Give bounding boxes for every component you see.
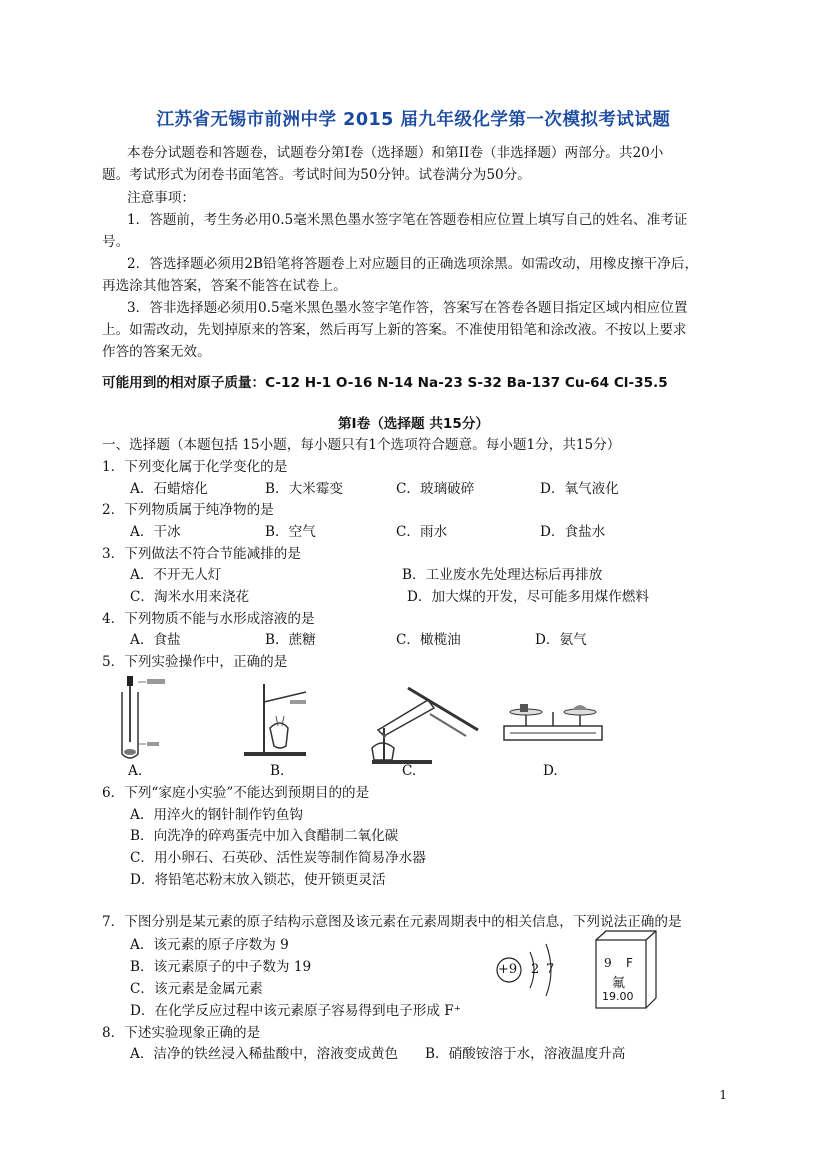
option-a: A．该元素的原子序数为 9	[130, 937, 289, 953]
notice-item: 2．答选择题必须用2B铅笔将答题卷上对应题目的正确选项涂黑。如需改动，用橡皮擦干净后，	[127, 256, 699, 272]
atomic-masses: 可能用到的相对原子质量：C-12 H-1 O-16 N-14 Na-23 S-32 Ba-137 Cu-64 Cl-35.5	[102, 375, 668, 391]
notice-item: 号。	[102, 234, 130, 250]
page-title: 江苏省无锡市前洲中学 2015 届九年级化学第一次模拟考试试题	[156, 110, 671, 130]
question-stem: 3．下列做法不符合节能减排的是	[102, 546, 301, 562]
question-stem: 7．下图分别是某元素的原子结构示意图及该元素在元素周期表中的相关信息，下列说法正确的是	[102, 914, 682, 930]
shell-electrons: 7	[546, 962, 555, 977]
nucleus-charge: +9	[498, 962, 518, 977]
question-stem: 1．下列变化属于化学变化的是	[102, 459, 288, 475]
option-b: B．工业废水先处理达标后再排放	[402, 567, 603, 583]
option-c: C．玻璃破碎	[396, 481, 475, 497]
option-c: C．橄榄油	[396, 632, 461, 648]
notice-item: 1．答题前，考生务必用0.5毫米黑色墨水签字笔在答题卷相应位置上填写自己的姓名、准考证	[127, 212, 688, 228]
question-stem: 2．下列物质属于纯净物的是	[102, 502, 274, 518]
option-b: B．大米霉变	[265, 481, 343, 497]
notice-item: 3．答非选择题必须用0.5毫米黑色墨水签字笔作答，答案写在答卷各题目指定区域内相应位置	[127, 300, 688, 316]
option-a: A．洁净的铁丝浸入稀盐酸中，溶液变成黄色	[130, 1046, 399, 1062]
intro-text: 题。考试形式为闭卷书面笔答。考试时间为50分钟。试卷满分为50分。	[102, 167, 531, 183]
option-d: D．加大煤的开发，尽可能多用煤作燃料	[407, 589, 649, 605]
shell-electrons: 2	[531, 962, 540, 977]
option-c: C.	[402, 763, 417, 779]
option-b: B．向洗净的碎鸡蛋壳中加入食醋制二氧化碳	[130, 828, 399, 844]
notice-item: 上。如需改动，先划掉原来的答案，然后再写上新的答案。不准使用铅笔和涂改液。不按以上要求	[102, 322, 687, 338]
atomic-mass: 19.00	[602, 990, 634, 1003]
option-d: D．食盐水	[540, 524, 606, 540]
tube-heating-figure	[368, 678, 484, 766]
option-d: D.	[543, 763, 558, 779]
element-cell	[592, 928, 660, 1012]
heating-stand-figure	[236, 680, 326, 758]
atomic-number: 9	[604, 956, 612, 970]
question-stem: 6．下列“家庭小实验”不能达到预期目的的是	[102, 785, 370, 801]
option-a: A．用淬火的钢针制作钓鱼钩	[130, 807, 303, 823]
option-b: B．蔗糖	[265, 632, 316, 648]
option-a: A．干冰	[130, 524, 181, 540]
question-stem: 4．下列物质不能与水形成溶液的是	[102, 611, 315, 627]
question-stem: 8．下述实验现象正确的是	[102, 1025, 261, 1041]
element-name: 氟	[612, 976, 626, 991]
page-number: 1	[719, 1088, 727, 1102]
section-instruction: 一、选择题（本题包括 15小题，每小题只有1个选项符合题意。每小题1分，共15分）	[102, 437, 621, 453]
intro-text: 本卷分试题卷和答题卷，试题卷分第Ⅰ卷（选择题）和第II卷（非选择题）两部分。共20小	[127, 145, 664, 161]
option-b: B.	[270, 763, 285, 779]
option-d: D．氨气	[535, 632, 587, 648]
option-c: C．用小卵石、石英砂、活性炭等制作简易净水器	[130, 850, 426, 866]
option-d: D．氧气液化	[540, 481, 619, 497]
option-a: A．不开无人灯	[130, 567, 222, 583]
dropper-test-tube-figure	[110, 672, 180, 764]
option-b: B．空气	[265, 524, 316, 540]
notice-heading: 注意事项：	[127, 190, 195, 206]
option-c: C．雨水	[396, 524, 448, 540]
question-stem: 5．下列实验操作中，正确的是	[102, 654, 288, 670]
atom-structure-diagram	[494, 938, 570, 1002]
option-d: D．将铅笔芯粉末放入锁芯，使开锁更灵活	[130, 872, 386, 888]
option-d: D．在化学反应过程中该元素原子容易得到电子形成 F⁺	[130, 1003, 461, 1019]
option-a: A．石蜡熔化	[130, 481, 208, 497]
option-c: C．该元素是金属元素	[130, 981, 263, 997]
option-b: B．硝酸铵溶于水，溶液温度升高	[425, 1046, 626, 1062]
notice-item: 作答的答案无效。	[102, 344, 211, 360]
notice-item: 再选涂其他答案，答案不能答在试卷上。	[102, 278, 347, 294]
element-symbol: F	[626, 956, 633, 970]
option-b: B．该元素原子的中子数为 19	[130, 959, 312, 975]
option-a: A．食盐	[130, 632, 181, 648]
section-heading: 第Ⅰ卷（选择题 共15分）	[337, 416, 490, 432]
option-c: C．淘米水用来浇花	[130, 589, 250, 605]
option-a: A.	[128, 763, 143, 779]
balance-figure	[498, 684, 608, 744]
